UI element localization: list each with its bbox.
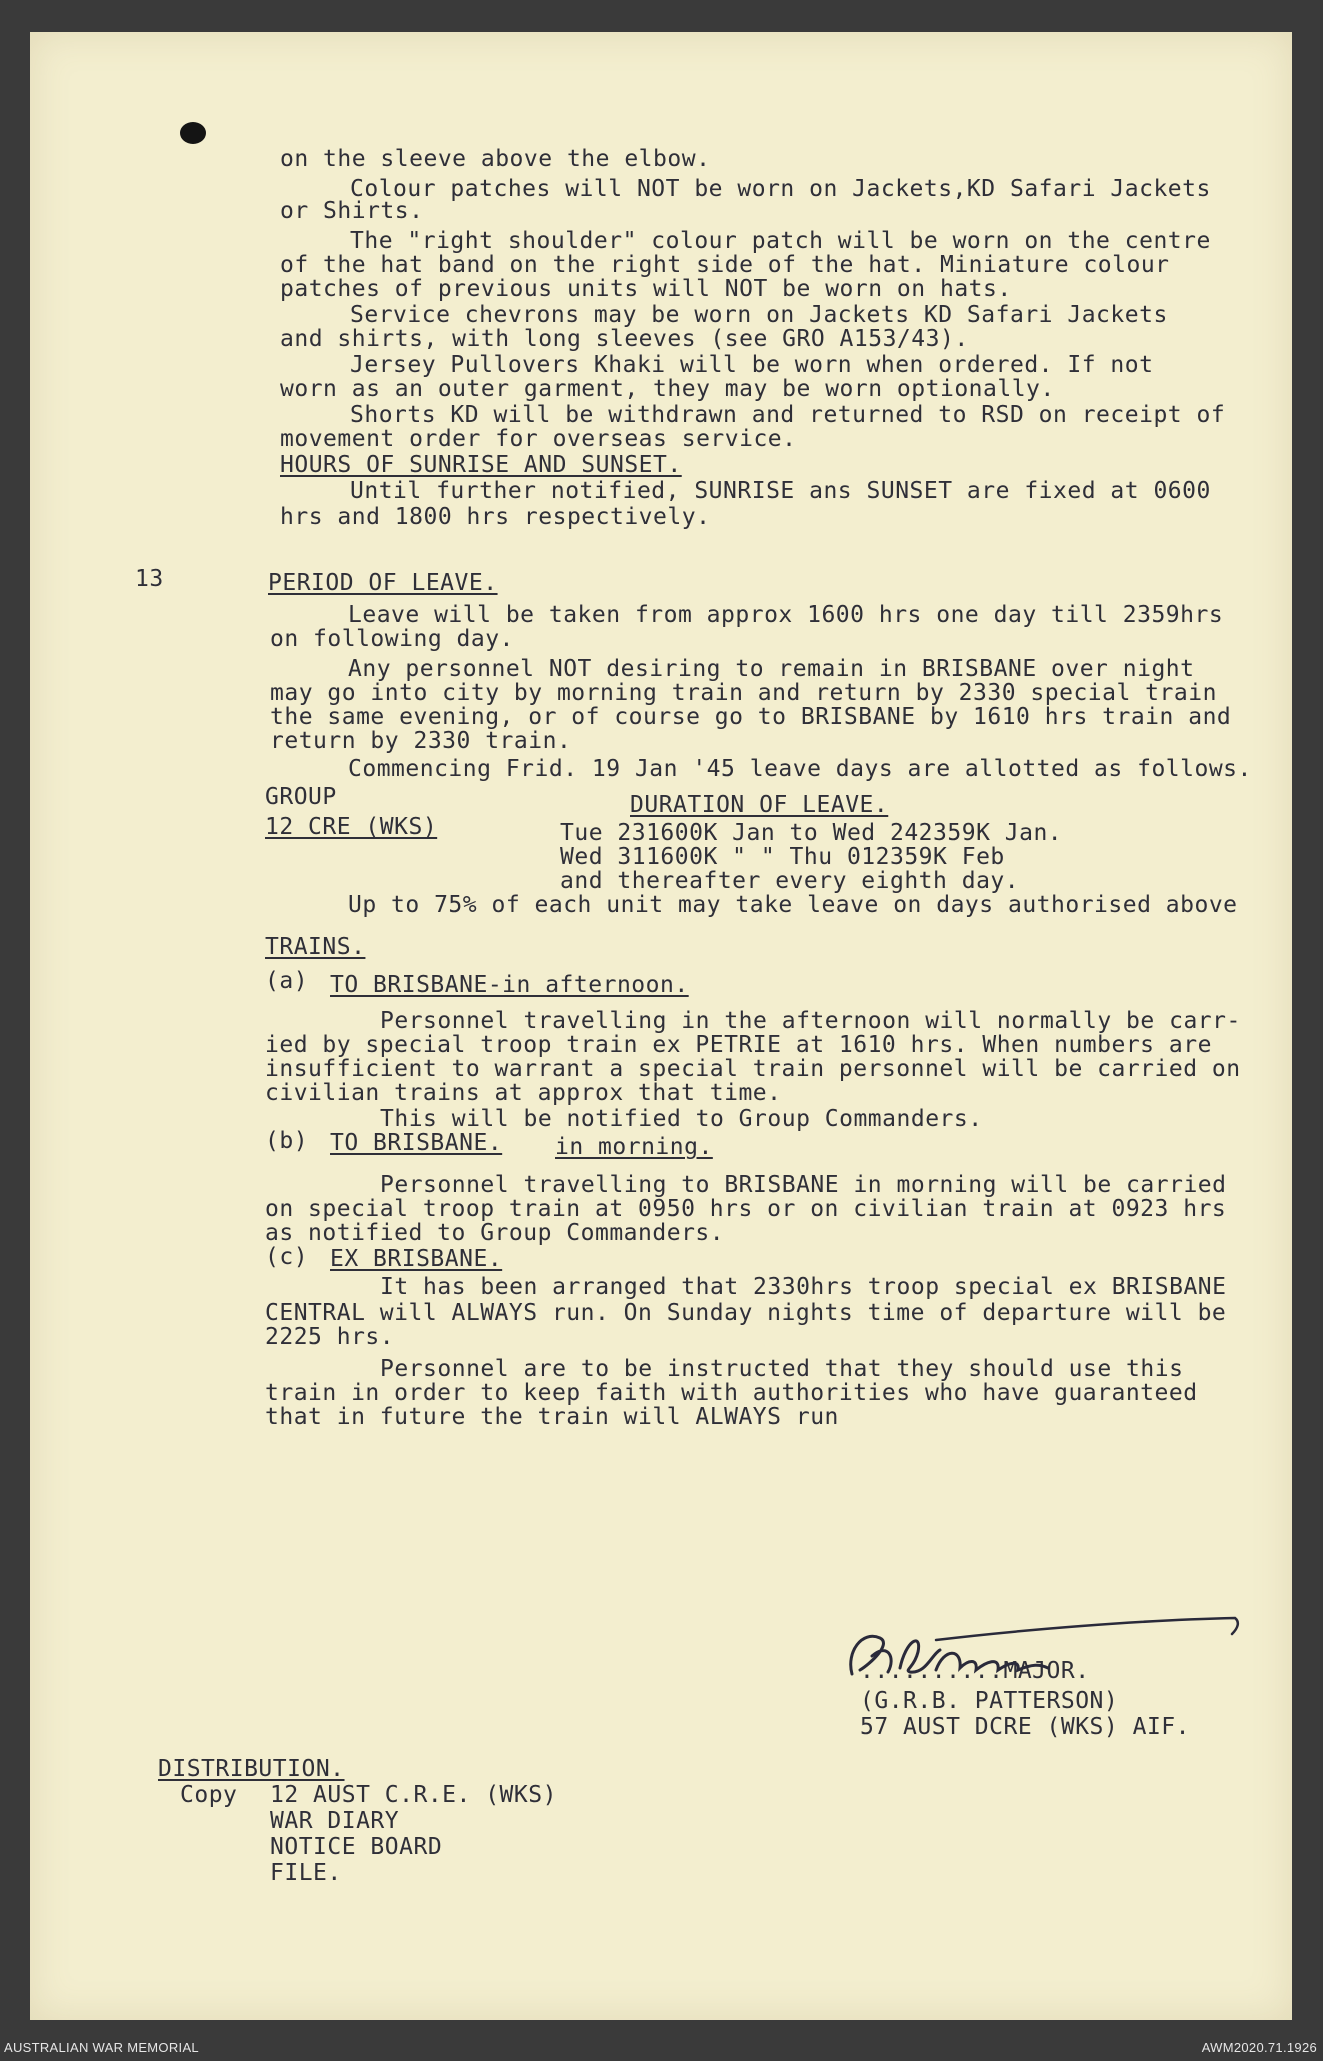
schedule-line: Wed 311600K " " Thu 012359K Feb bbox=[560, 844, 1005, 870]
text-line: that in future the train will ALWAYS run bbox=[265, 1404, 839, 1430]
text-line: Any personnel NOT desiring to remain in BRISBANE over night bbox=[348, 656, 1195, 682]
text-line: and shirts, with long sleeves (see GRO A153/43). bbox=[280, 326, 969, 352]
text-line: worn as an outer garment, they may be worn optionally. bbox=[280, 376, 1055, 402]
text-line: Personnel are to be instructed that they should use this bbox=[380, 1356, 1184, 1382]
text-line: Shorts KD will be withdrawn and returned to RSD on receipt of bbox=[350, 402, 1226, 428]
text-line: may go into city by morning train and return by 2330 special train bbox=[270, 680, 1217, 706]
text-line: insufficient to warrant a special train personnel will be carried on bbox=[265, 1056, 1241, 1082]
text-line: CENTRAL will ALWAYS run. On Sunday nights time of departure will be bbox=[265, 1300, 1227, 1326]
punch-hole bbox=[180, 122, 206, 144]
distribution-item: FILE. bbox=[270, 1860, 342, 1886]
item-label: (a) bbox=[265, 968, 309, 994]
text-line: train in order to keep faith with authorities who have guaranteed bbox=[265, 1380, 1198, 1406]
group-name: 12 CRE (WKS) bbox=[265, 814, 438, 840]
group-header: GROUP bbox=[265, 784, 337, 810]
distribution-item: WAR DIARY bbox=[270, 1808, 400, 1834]
text-line: civilian trains at approx that time. bbox=[265, 1080, 782, 1106]
item-heading: EX BRISBANE. bbox=[330, 1246, 503, 1272]
text-line: of the hat band on the right side of the hat. Miniature colour bbox=[280, 252, 1170, 278]
text-line: Up to 75% of each unit may take leave on days authorised above bbox=[348, 892, 1238, 918]
schedule-line: Tue 231600K Jan to Wed 242359K Jan. bbox=[560, 820, 1063, 846]
text-line: Service chevrons may be worn on Jackets KD Safari Jackets bbox=[350, 302, 1168, 328]
text-line: Personnel travelling to BRISBANE in morning will be carried bbox=[380, 1172, 1227, 1198]
section-heading: HOURS OF SUNRISE AND SUNSET. bbox=[280, 452, 682, 478]
document-page bbox=[30, 32, 1292, 2020]
text-line: Commencing Frid. 19 Jan '45 leave days are allotted as follows. bbox=[348, 756, 1252, 782]
text-line: 2225 hrs. bbox=[265, 1324, 395, 1350]
text-line: patches of previous units will NOT be worn on hats. bbox=[280, 276, 1012, 302]
section-number: 13 bbox=[135, 566, 164, 592]
text-line: movement order for overseas service. bbox=[280, 426, 797, 452]
text-line: on the sleeve above the elbow. bbox=[280, 146, 711, 172]
text-line: hrs and 1800 hrs respectively. bbox=[280, 504, 711, 530]
text-line: Leave will be taken from approx 1600 hrs one day till 2359hrs bbox=[348, 602, 1224, 628]
item-label: (b) bbox=[265, 1128, 309, 1154]
text-line: It has been arranged that 2330hrs troop special ex BRISBANE bbox=[380, 1274, 1227, 1300]
text-line: ied by special troop train ex PETRIE at 1610 hrs. When numbers are bbox=[265, 1032, 1212, 1058]
distribution-item: 12 AUST C.R.E. (WKS) bbox=[270, 1782, 557, 1808]
signatory-name: (G.R.B. PATTERSON) bbox=[860, 1688, 1119, 1714]
text-line: Colour patches will NOT be worn on Jackets,KD Safari Jackets bbox=[350, 176, 1211, 202]
handwritten-signature bbox=[840, 1612, 1250, 1692]
text-line: return by 2330 train. bbox=[270, 728, 572, 754]
footer-institution: AUSTRALIAN WAR MEMORIAL bbox=[4, 2040, 199, 2055]
text-line: This will be notified to Group Commanders. bbox=[380, 1106, 983, 1132]
distribution-copy-label: Copy bbox=[180, 1782, 238, 1808]
footer-accession-number: AWM2020.71.1926 bbox=[1201, 2040, 1317, 2055]
item-heading: TO BRISBANE. bbox=[330, 1130, 503, 1156]
item-heading: in morning. bbox=[555, 1134, 713, 1160]
signatory-unit: 57 AUST DCRE (WKS) AIF. bbox=[860, 1714, 1190, 1740]
text-line: Personnel travelling in the afternoon will normally be carr- bbox=[380, 1008, 1241, 1034]
item-heading: TO BRISBANE-in afternoon. bbox=[330, 972, 689, 998]
text-line: Until further notified, SUNRISE ans SUNSET are fixed at 0600 bbox=[350, 478, 1211, 504]
text-line: on special troop train at 0950 hrs or on civilian train at 0923 hrs bbox=[265, 1196, 1227, 1222]
text-line: The "right shoulder" colour patch will be worn on the centre bbox=[350, 228, 1211, 254]
text-line: Jersey Pullovers Khaki will be worn when ordered. If not bbox=[350, 352, 1154, 378]
schedule-line: and thereafter every eighth day. bbox=[560, 868, 1020, 894]
text-line: as notified to Group Commanders. bbox=[265, 1220, 725, 1246]
distribution-item: NOTICE BOARD bbox=[270, 1834, 443, 1860]
distribution-heading: DISTRIBUTION. bbox=[158, 1756, 345, 1782]
signature-rank: ..........MAJOR. bbox=[860, 1658, 1090, 1684]
text-line: the same evening, or of course go to BRISBANE by 1610 hrs train and bbox=[270, 704, 1232, 730]
text-line: or Shirts. bbox=[280, 198, 424, 224]
item-label: (c) bbox=[265, 1244, 309, 1270]
section-heading: PERIOD OF LEAVE. bbox=[268, 570, 498, 596]
text-line: on following day. bbox=[270, 626, 514, 652]
section-heading: TRAINS. bbox=[265, 934, 366, 960]
duration-header: DURATION OF LEAVE. bbox=[630, 792, 889, 818]
